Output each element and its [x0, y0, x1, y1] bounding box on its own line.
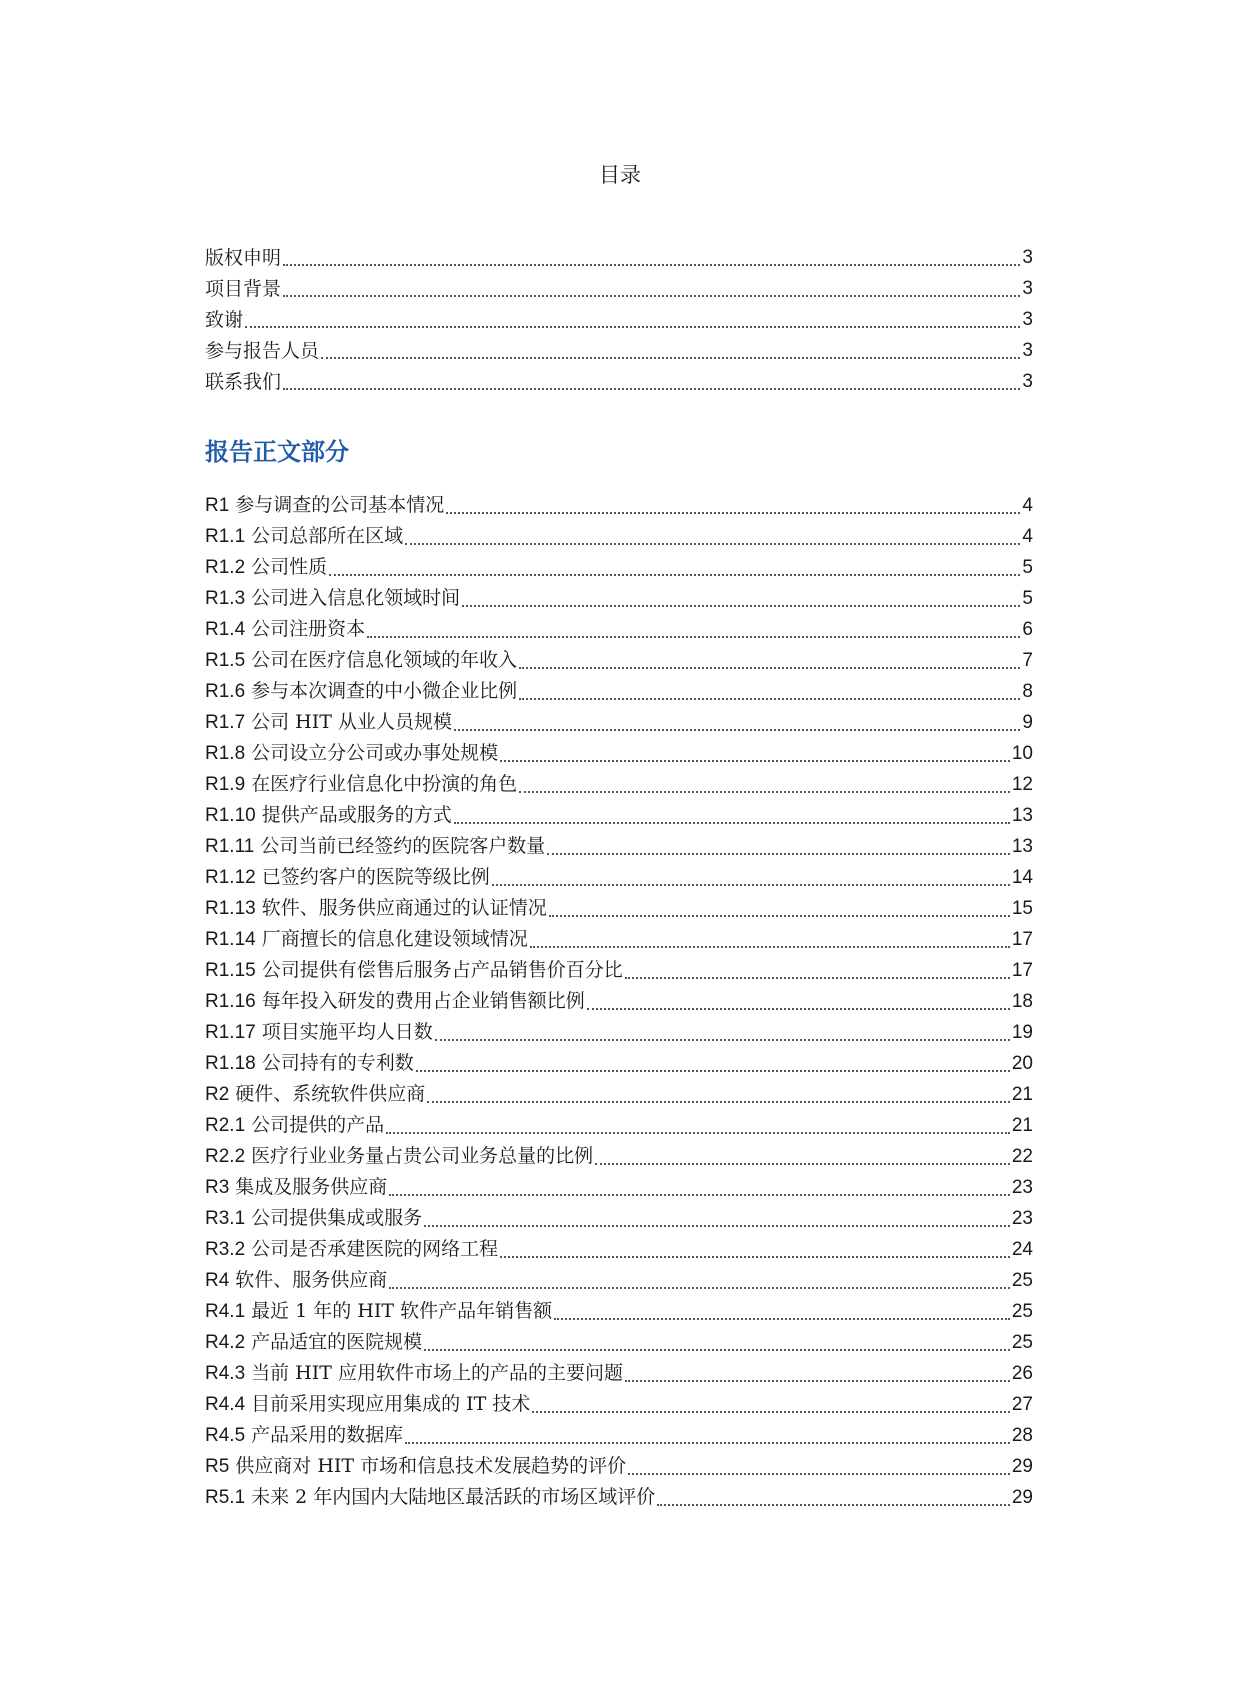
toc-entry-label — [205, 1082, 425, 1107]
toc-entry[interactable] — [205, 766, 1033, 797]
toc-entry-page-number: 27 — [1011, 1394, 1033, 1415]
toc-entry-number: R3 — [205, 1177, 230, 1198]
toc-entry-number: R1.2 — [205, 557, 246, 578]
dot-leader — [386, 1114, 1010, 1134]
toc-entry-label — [205, 648, 517, 673]
toc-entry-number: R4.1 — [205, 1301, 246, 1322]
toc-entry-page-number: 19 — [1011, 1022, 1033, 1043]
toc-entry-title: 供应商对 HIT 市场和信息技术发展趋势的评价 — [235, 1455, 627, 1477]
toc-entry[interactable] — [205, 921, 1033, 952]
toc-entry-number: R3.1 — [205, 1208, 246, 1229]
dot-leader — [549, 897, 1010, 917]
toc-entry-label — [205, 277, 281, 301]
toc-entry-label — [205, 1268, 387, 1293]
toc-entry-title: 公司总部所在区域 — [251, 525, 404, 547]
toc-entry-page-number: 4 — [1022, 526, 1033, 547]
toc-entry-number: R1.16 — [205, 991, 256, 1012]
toc-entry-page-number: 8 — [1022, 681, 1033, 702]
toc-entry-number: R1 — [205, 495, 230, 516]
dot-leader — [595, 1145, 1010, 1165]
dot-leader — [500, 742, 1010, 762]
toc-entry-page-number: 14 — [1011, 867, 1033, 888]
toc-entry-title: 当前 HIT 应用软件市场上的产品的主要问题 — [251, 1362, 623, 1384]
dot-leader — [625, 959, 1010, 979]
dot-leader — [283, 370, 1020, 390]
dot-leader — [554, 1300, 1010, 1320]
toc-entry-label — [205, 958, 623, 983]
toc-entry-label — [205, 246, 281, 270]
toc-entry-title: 厂商擅长的信息化建设领域情况 — [261, 928, 528, 950]
toc-entry-page-number: 10 — [1011, 743, 1033, 764]
toc-entry-label — [205, 370, 281, 394]
toc-entry-title: 软件、服务供应商 — [235, 1269, 388, 1291]
dot-leader — [416, 1052, 1010, 1072]
toc-entry-page-number: 9 — [1022, 712, 1033, 733]
dot-leader — [587, 990, 1010, 1010]
toc-entry-title: 已签约客户的医院等级比例 — [261, 866, 490, 888]
toc-entry[interactable] — [205, 952, 1033, 983]
dot-leader — [389, 1176, 1010, 1196]
toc-entry-page-number: 26 — [1011, 1363, 1033, 1384]
toc-entry-number: R1.18 — [205, 1053, 256, 1074]
toc-entry-title: 在医疗行业信息化中扮演的角色 — [251, 773, 518, 795]
toc-entry-page-number: 28 — [1011, 1425, 1033, 1446]
toc-entry-label — [205, 1144, 593, 1169]
toc-entry-page-number: 29 — [1011, 1487, 1033, 1508]
toc-entry-number: R2.2 — [205, 1146, 246, 1167]
dot-leader — [435, 1021, 1010, 1041]
toc-entry[interactable] — [205, 642, 1033, 673]
toc-entry-title: 提供产品或服务的方式 — [261, 804, 452, 826]
toc-entry-label — [205, 679, 517, 704]
dot-leader — [547, 835, 1010, 855]
dot-leader — [367, 618, 1020, 638]
toc-entry-number: R1.9 — [205, 774, 246, 795]
toc-entry[interactable] — [205, 673, 1033, 704]
dot-leader — [519, 680, 1020, 700]
toc-entry-number: R4.3 — [205, 1363, 246, 1384]
toc-entry-label — [205, 555, 327, 580]
toc-entry[interactable] — [205, 1076, 1033, 1107]
toc-entry-page-number: 25 — [1011, 1332, 1033, 1353]
toc-entry-title: 最近 1 年的 HIT 软件产品年销售额 — [251, 1300, 553, 1322]
toc-entry-title: 致谢 — [205, 309, 244, 331]
toc-entry-label — [205, 803, 452, 828]
toc-entry-number: R1.7 — [205, 712, 246, 733]
toc-entry-title: 集成及服务供应商 — [235, 1176, 388, 1198]
toc-entry-label — [205, 1051, 414, 1076]
toc-entry-label — [205, 1361, 623, 1386]
toc-entry-title: 公司是否承建医院的网络工程 — [251, 1238, 499, 1260]
toc-entry-label — [205, 586, 460, 611]
toc-entry-page-number: 21 — [1011, 1115, 1033, 1136]
toc-entry-number: R5.1 — [205, 1487, 246, 1508]
dot-leader — [424, 1331, 1010, 1351]
toc-entry-number: R1.1 — [205, 526, 246, 547]
toc-entry-number: R1.13 — [205, 898, 256, 919]
toc-entry-label — [205, 1485, 655, 1510]
toc-entry-title: 参与调查的公司基本情况 — [235, 494, 445, 516]
toc-entry-page-number: 6 — [1022, 619, 1033, 640]
toc-entry-page-number: 22 — [1011, 1146, 1033, 1167]
toc-entry-label — [205, 617, 365, 642]
toc-entry-number: R1.14 — [205, 929, 256, 950]
toc-entry-number: R1.3 — [205, 588, 246, 609]
toc-entry-number: R4 — [205, 1270, 230, 1291]
toc-entry-page-number: 12 — [1011, 774, 1033, 795]
dot-leader — [389, 1269, 1010, 1289]
toc-entry-title: 联系我们 — [205, 371, 282, 393]
toc-entry[interactable] — [205, 1417, 1033, 1448]
dot-leader — [530, 928, 1010, 948]
toc-entry-title: 公司持有的专利数 — [261, 1052, 414, 1074]
toc-entry-label — [205, 1423, 403, 1448]
toc-entry[interactable] — [205, 890, 1033, 921]
toc-entry-title: 产品适宜的医院规模 — [251, 1331, 423, 1353]
toc-entry-label — [205, 1237, 498, 1262]
toc-entry-number: R3.2 — [205, 1239, 246, 1260]
dot-leader — [283, 246, 1020, 266]
dot-leader — [446, 494, 1020, 514]
toc-entry[interactable] — [205, 1138, 1033, 1169]
toc-entry-label — [205, 865, 490, 890]
toc-entry[interactable] — [205, 1355, 1033, 1386]
toc-entry-number: R4.5 — [205, 1425, 246, 1446]
dot-leader — [454, 711, 1020, 731]
toc-entry-label — [205, 989, 585, 1014]
toc-entry[interactable] — [205, 239, 1033, 270]
toc-entry-page-number: 25 — [1011, 1301, 1033, 1322]
toc-entry-page-number: 15 — [1011, 898, 1033, 919]
toc-entry-label — [205, 741, 498, 766]
toc-entry-title: 参与本次调查的中小微企业比例 — [251, 680, 518, 702]
toc-entry-title: 医疗行业业务量占贵公司业务总量的比例 — [251, 1145, 594, 1167]
toc-entry-label — [205, 339, 319, 363]
dot-leader — [427, 1083, 1010, 1103]
toc-entry-label — [205, 710, 452, 735]
toc-entry[interactable] — [205, 1262, 1033, 1293]
dot-leader — [405, 525, 1020, 545]
toc-entry-label — [205, 1299, 552, 1324]
toc-entry-page-number: 3 — [1022, 340, 1033, 361]
toc-entry-title: 公司提供的产品 — [251, 1114, 385, 1136]
toc-entry-page-number: 7 — [1022, 650, 1033, 671]
toc-entry-title: 每年投入研发的费用占企业销售额比例 — [261, 990, 585, 1012]
toc-entry-page-number: 23 — [1011, 1177, 1033, 1198]
toc-entry[interactable] — [205, 797, 1033, 828]
toc-entry-page-number: 23 — [1011, 1208, 1033, 1229]
toc-entry[interactable] — [205, 487, 1033, 518]
dot-leader — [532, 1393, 1009, 1413]
toc-entry-title: 版权申明 — [205, 247, 282, 269]
toc-entry-page-number: 18 — [1011, 991, 1033, 1012]
toc-entry-title: 项目背景 — [205, 278, 282, 300]
toc-entry-page-number: 17 — [1011, 929, 1033, 950]
toc-entry-page-number: 29 — [1011, 1456, 1033, 1477]
toc-entry-title: 软件、服务供应商通过的认证情况 — [261, 897, 547, 919]
toc-entry-label — [205, 896, 547, 921]
toc-entry[interactable] — [205, 580, 1033, 611]
toc-entry[interactable] — [205, 1448, 1033, 1479]
toc-entry[interactable] — [205, 332, 1033, 363]
toc-entry-page-number: 20 — [1011, 1053, 1033, 1074]
toc-entry-page-number: 21 — [1011, 1084, 1033, 1105]
toc-entry-label — [205, 1206, 422, 1231]
dot-leader — [492, 866, 1010, 886]
toc-entry[interactable] — [205, 611, 1033, 642]
dot-leader — [462, 587, 1020, 607]
toc-entry[interactable] — [205, 1324, 1033, 1355]
toc-entry-title: 公司当前已经签约的医院客户数量 — [260, 835, 546, 857]
toc-entry[interactable] — [205, 363, 1033, 394]
dot-leader — [628, 1455, 1010, 1475]
toc-entry[interactable] — [205, 301, 1033, 332]
toc-entry-label — [205, 524, 403, 549]
toc-entry-page-number: 5 — [1022, 588, 1033, 609]
toc-entry[interactable] — [205, 859, 1033, 890]
toc-entry-label — [205, 1454, 626, 1479]
toc-entry-title: 公司提供有偿售后服务占产品销售价百分比 — [261, 959, 623, 981]
toc-entry[interactable] — [205, 518, 1033, 549]
toc-entry-title: 公司提供集成或服务 — [251, 1207, 423, 1229]
toc-entry[interactable] — [205, 270, 1033, 301]
toc-entry-label — [205, 927, 528, 952]
section-heading: 报告正文部分 — [205, 438, 349, 466]
toc-entry-number: R1.5 — [205, 650, 246, 671]
dot-leader — [625, 1362, 1010, 1382]
toc-entry-title: 公司在医疗信息化领域的年收入 — [251, 649, 518, 671]
toc-entry-title: 项目实施平均人日数 — [261, 1021, 433, 1043]
toc-entry-number: R1.8 — [205, 743, 246, 764]
toc-entry-number: R1.10 — [205, 805, 256, 826]
dot-leader — [519, 773, 1010, 793]
toc-entry-label — [205, 1330, 422, 1355]
page-title: 目录 — [599, 163, 641, 187]
toc-entry-number: R4.2 — [205, 1332, 246, 1353]
toc-entry-number: R1.15 — [205, 960, 256, 981]
dot-leader — [424, 1207, 1010, 1227]
toc-entry-title: 公司性质 — [251, 556, 328, 578]
dot-leader — [519, 649, 1020, 669]
toc-entry-label — [205, 1175, 387, 1200]
toc-entry-number: R1.4 — [205, 619, 246, 640]
toc-entry-title: 产品采用的数据库 — [251, 1424, 404, 1446]
toc-entry-page-number: 3 — [1022, 278, 1033, 299]
toc-entry[interactable] — [205, 1200, 1033, 1231]
toc-entry[interactable] — [205, 1386, 1033, 1417]
toc-entry-page-number: 17 — [1011, 960, 1033, 981]
toc-entry-number: R1.17 — [205, 1022, 256, 1043]
toc-entry[interactable] — [205, 1107, 1033, 1138]
toc-entry-page-number: 24 — [1011, 1239, 1033, 1260]
toc-entry-page-number: 13 — [1011, 836, 1033, 857]
toc-entry-number: R5 — [205, 1456, 230, 1477]
toc-entry-number: R2 — [205, 1084, 230, 1105]
toc-entry-label — [205, 1020, 433, 1045]
toc-entry[interactable] — [205, 735, 1033, 766]
toc-entry-title: 未来 2 年内国内大陆地区最活跃的市场区域评价 — [251, 1486, 656, 1508]
toc-entry-title: 参与报告人员 — [205, 340, 320, 362]
dot-leader — [657, 1486, 1010, 1506]
toc-entry-number: R4.4 — [205, 1394, 246, 1415]
toc-entry-page-number: 25 — [1011, 1270, 1033, 1291]
toc-entry-page-number: 3 — [1022, 247, 1033, 268]
toc-entry-number: R2.1 — [205, 1115, 246, 1136]
toc-entry-page-number: 5 — [1022, 557, 1033, 578]
toc-entry-label — [205, 1392, 530, 1417]
toc-entry-number: R1.6 — [205, 681, 246, 702]
front-matter-list — [205, 239, 1033, 394]
toc-entry-label — [205, 1113, 384, 1138]
toc-entry-number: R1.12 — [205, 867, 256, 888]
toc-entry[interactable] — [205, 1169, 1033, 1200]
dot-leader — [329, 556, 1020, 576]
toc-entry-page-number: 4 — [1022, 495, 1033, 516]
toc-entry-page-number: 3 — [1022, 309, 1033, 330]
toc-entry[interactable] — [205, 549, 1033, 580]
toc-entry[interactable] — [205, 983, 1033, 1014]
toc-entry-title: 目前采用实现应用集成的 IT 技术 — [251, 1393, 531, 1415]
toc-entry-title: 硬件、系统软件供应商 — [235, 1083, 426, 1105]
table-of-contents — [205, 487, 1033, 1510]
toc-entry[interactable] — [205, 1014, 1033, 1045]
toc-entry-page-number: 13 — [1011, 805, 1033, 826]
dot-leader — [321, 339, 1020, 359]
dot-leader — [454, 804, 1010, 824]
toc-entry-page-number: 3 — [1022, 371, 1033, 392]
toc-entry[interactable] — [205, 1045, 1033, 1076]
toc-entry-label — [205, 493, 444, 518]
dot-leader — [500, 1238, 1010, 1258]
dot-leader — [283, 277, 1020, 297]
toc-entry-title: 公司 HIT 从业人员规模 — [251, 711, 452, 733]
dot-leader — [405, 1424, 1010, 1444]
toc-entry[interactable] — [205, 1231, 1033, 1262]
toc-entry-number: R1.11 — [205, 836, 255, 857]
toc-entry-label — [205, 772, 517, 797]
toc-entry[interactable] — [205, 704, 1033, 735]
toc-entry-title: 公司注册资本 — [251, 618, 366, 640]
toc-entry-title: 公司进入信息化领域时间 — [251, 587, 461, 609]
toc-entry[interactable] — [205, 1293, 1033, 1324]
toc-entry-label — [205, 834, 545, 859]
toc-entry-label — [205, 308, 243, 332]
toc-entry[interactable] — [205, 828, 1033, 859]
dot-leader — [245, 308, 1020, 328]
toc-entry-title: 公司设立分公司或办事处规模 — [251, 742, 499, 764]
toc-entry[interactable] — [205, 1479, 1033, 1510]
